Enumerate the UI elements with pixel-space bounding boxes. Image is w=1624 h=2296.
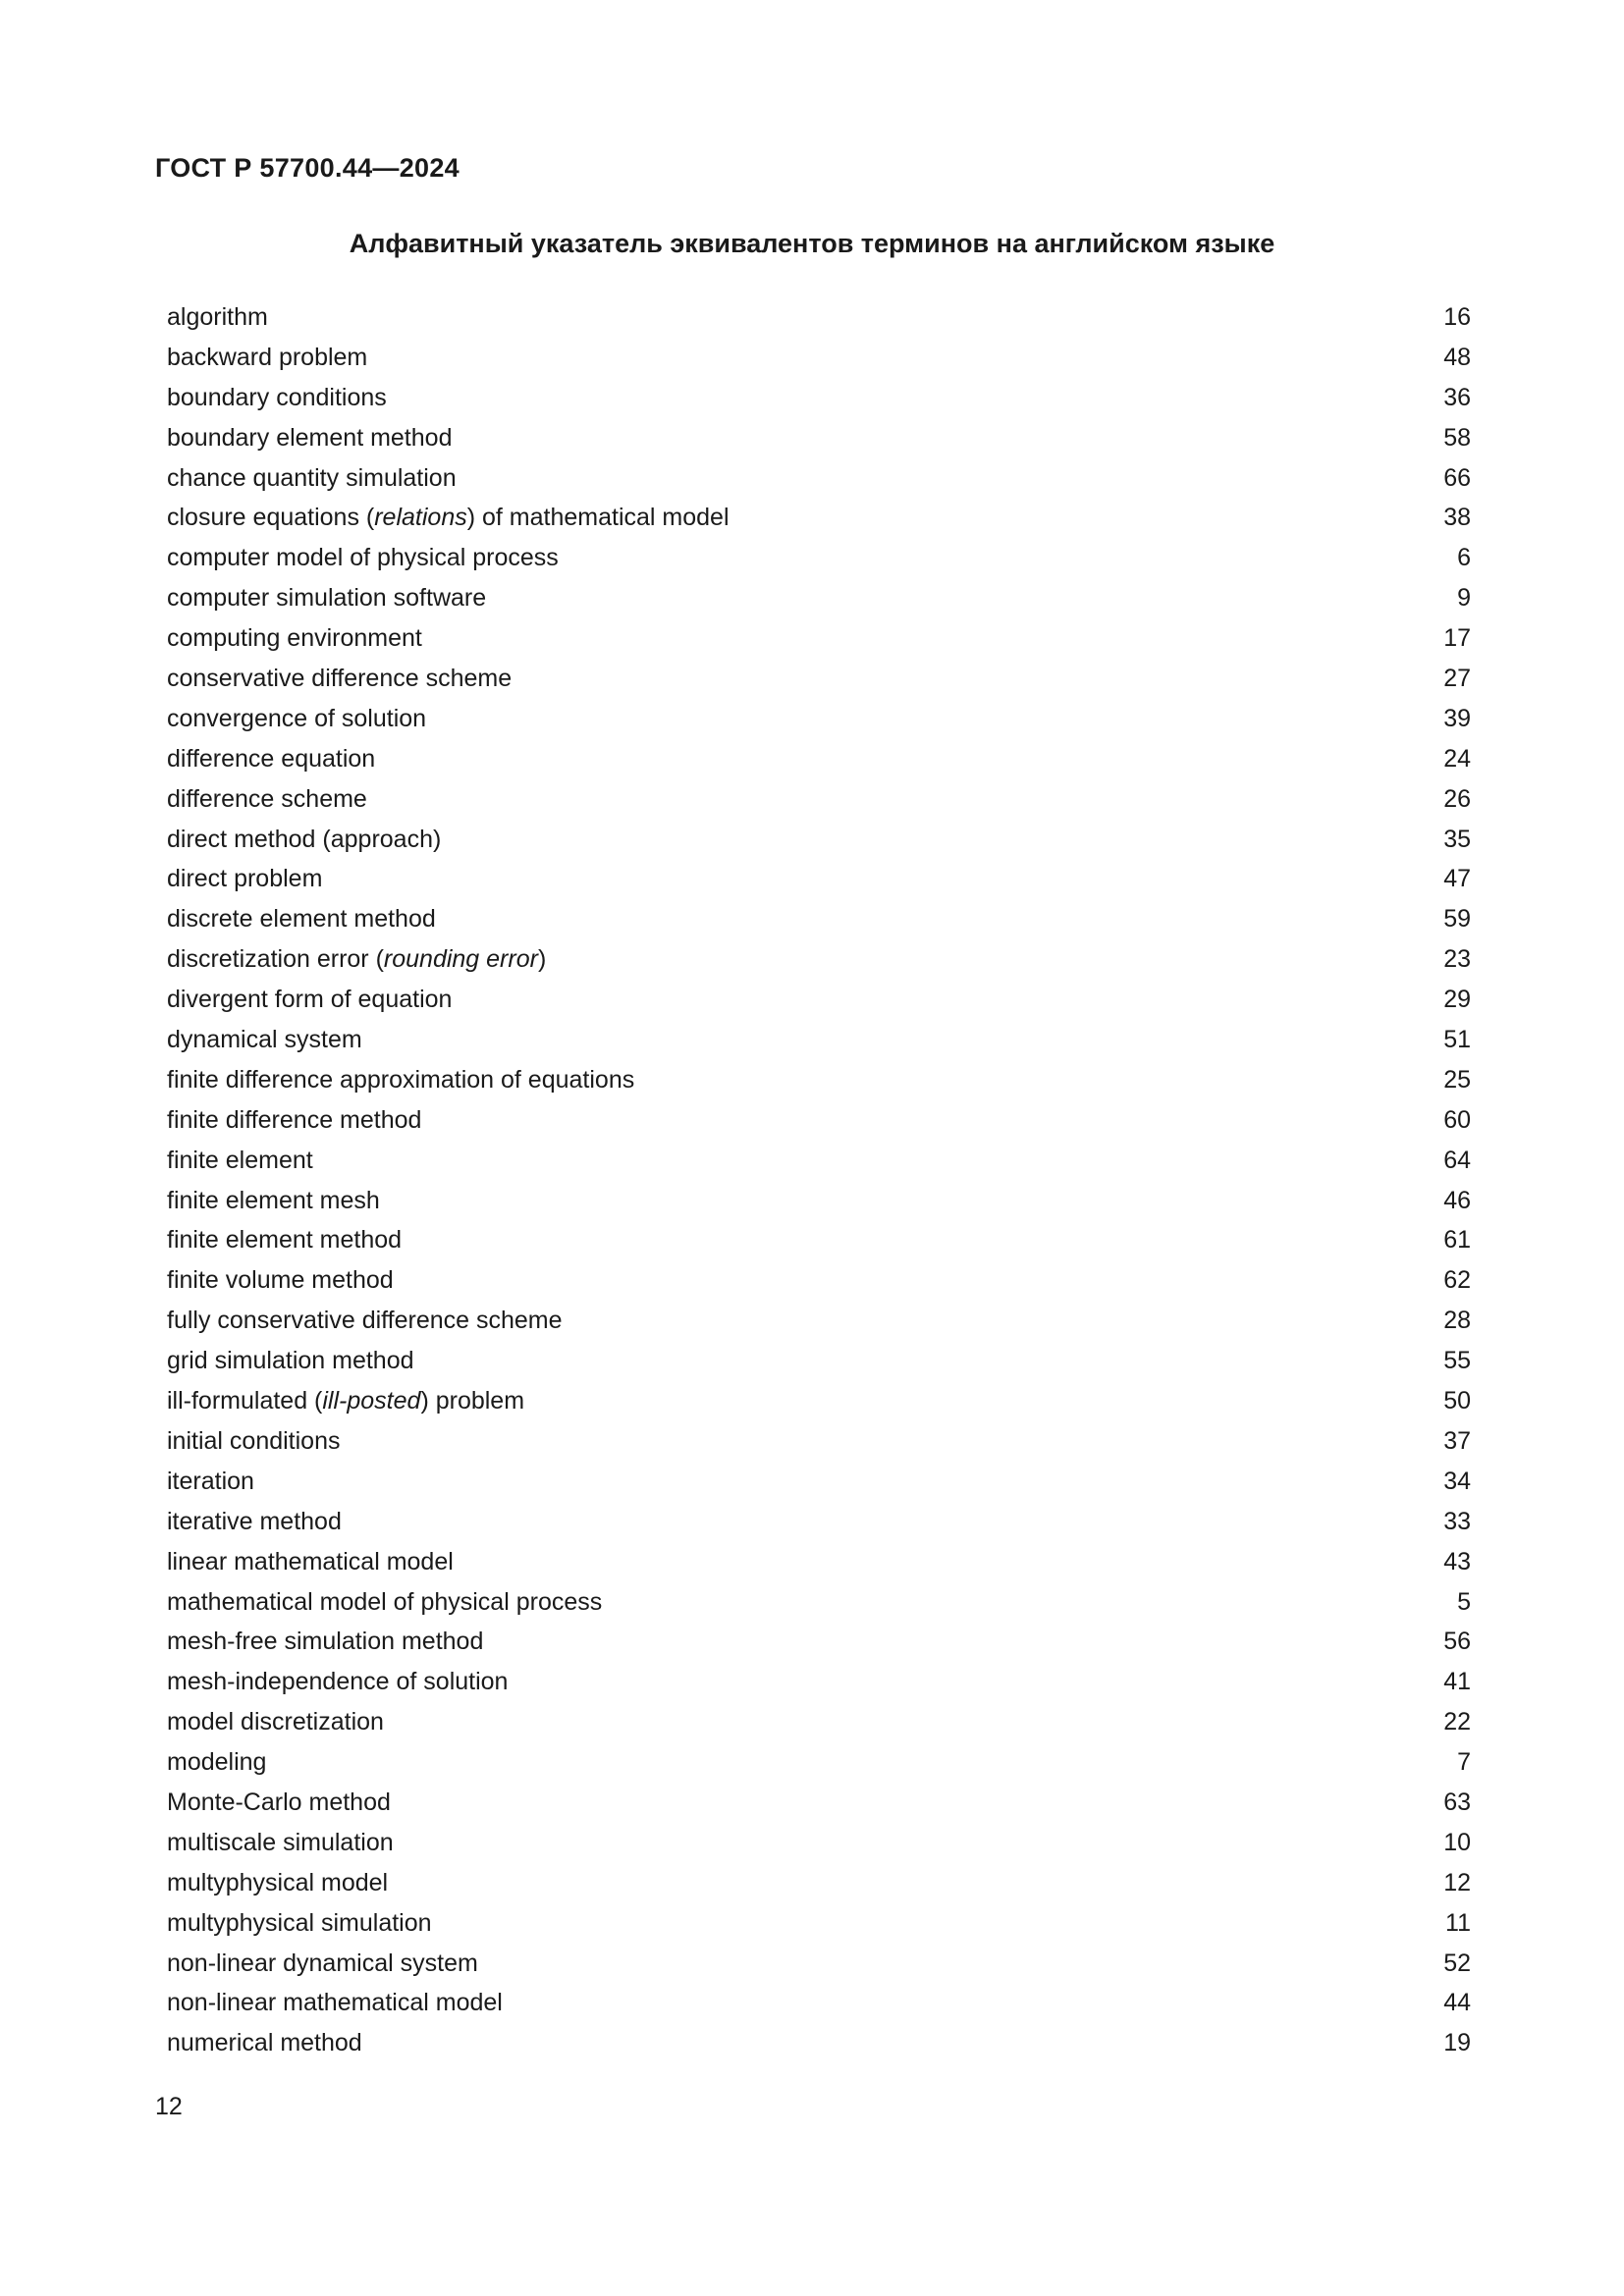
index-term-text: direct problem: [167, 865, 323, 893]
index-entry: [167, 1502, 1471, 1542]
index-term-text: divergent form of equation: [167, 986, 453, 1014]
index-term: [167, 739, 375, 778]
document-code: ГОСТ Р 57700.44—2024: [155, 153, 460, 183]
index-term-text: iterative method: [167, 1507, 342, 1535]
index-entry: [167, 1944, 1471, 1984]
index-entry: [167, 1983, 1471, 2023]
index-term-text: algorithm: [167, 303, 268, 331]
index-term-number: 19: [1443, 2029, 1471, 2057]
index-term-text: multyphysical model: [167, 1868, 389, 1896]
index-term-number: 38: [1443, 504, 1471, 532]
index-term: [167, 1421, 341, 1461]
index-term-text: direct method (approach): [167, 825, 442, 853]
index-entry: [167, 1582, 1471, 1623]
index-term-text: discretization error (: [167, 945, 384, 974]
index-term: [167, 1301, 563, 1340]
index-entry: [167, 458, 1471, 499]
index-term: [167, 538, 559, 577]
index-term: [167, 338, 367, 377]
index-entry: [167, 1702, 1471, 1742]
index-term-text: computing environment: [167, 624, 422, 653]
index-term-text-tail: ) of mathematical model: [466, 504, 730, 532]
index-entry: [167, 899, 1471, 939]
index-term-text: multyphysical simulation: [167, 1908, 432, 1937]
index-term: [167, 1622, 483, 1661]
index-term: [167, 1341, 414, 1380]
index-entry: [167, 1381, 1471, 1421]
index-term: [167, 378, 387, 417]
index-term-italic: relations: [374, 504, 467, 532]
index-term-number: 7: [1457, 1748, 1471, 1777]
index-term-italic: ill-posted: [322, 1387, 421, 1415]
index-term-number: 26: [1443, 784, 1471, 813]
index-term: [167, 939, 546, 979]
index-term-text: chance quantity simulation: [167, 463, 457, 492]
index-term-number: 27: [1443, 665, 1471, 693]
index-entry: [167, 338, 1471, 378]
index-term-text: iteration: [167, 1467, 254, 1495]
index-term: [167, 458, 457, 498]
index-term-text: Monte-Carlo method: [167, 1788, 391, 1816]
index-term-text: closure equations (: [167, 504, 375, 532]
index-term: [167, 1220, 402, 1259]
index-entry: [167, 1662, 1471, 1702]
index-term: [167, 1823, 394, 1862]
index-term-text: finite element: [167, 1146, 313, 1174]
index-entry: [167, 378, 1471, 418]
index-term-text-tail: ): [537, 945, 547, 974]
index-term: [167, 1060, 634, 1099]
index-entry: [167, 1100, 1471, 1141]
index-term-number: 5: [1457, 1587, 1471, 1616]
index-entry: [167, 2023, 1471, 2063]
index-term: [167, 1903, 432, 1943]
index-term-number: 51: [1443, 1026, 1471, 1054]
index-term: [167, 1783, 391, 1822]
index-entry: [167, 1462, 1471, 1502]
index-term-number: 28: [1443, 1307, 1471, 1335]
index-term: [167, 1181, 380, 1220]
index-term: [167, 1462, 254, 1501]
index-term-number: 6: [1457, 544, 1471, 572]
index-term: [167, 1020, 362, 1059]
index-entry: [167, 1903, 1471, 1944]
index-term-number: 48: [1443, 343, 1471, 371]
index-term: [167, 1381, 524, 1420]
index-term-number: 50: [1443, 1387, 1471, 1415]
index-term: [167, 899, 436, 938]
index-term-text: model discretization: [167, 1708, 384, 1736]
index-entry: [167, 418, 1471, 458]
index-term-number: 24: [1443, 744, 1471, 773]
index-term-number: 56: [1443, 1628, 1471, 1656]
index-term-text: modeling: [167, 1748, 267, 1777]
index-term-text: discrete element method: [167, 905, 436, 934]
index-term: [167, 1260, 394, 1300]
index-term-number: 11: [1445, 1908, 1471, 1937]
index-entry: [167, 1341, 1471, 1381]
index-term: [167, 1702, 384, 1741]
index-term: [167, 779, 367, 819]
index-entry: [167, 1863, 1471, 1903]
index-entry: [167, 498, 1471, 538]
index-term: [167, 699, 426, 738]
page-number: 12: [155, 2093, 183, 2120]
index-entry: [167, 297, 1471, 338]
index-term-number: 60: [1443, 1105, 1471, 1134]
index-term: [167, 820, 441, 859]
index-term: [167, 618, 422, 658]
index-term-text: fully conservative difference scheme: [167, 1307, 563, 1335]
index-entry: [167, 1742, 1471, 1783]
index-entry: [167, 939, 1471, 980]
index-term-text: grid simulation method: [167, 1347, 414, 1375]
index-entry: [167, 1542, 1471, 1582]
index-entry: [167, 699, 1471, 739]
index-term: [167, 1502, 342, 1541]
index-term: [167, 1983, 503, 2022]
index-term-number: 29: [1443, 986, 1471, 1014]
index-entry: [167, 1622, 1471, 1662]
index-term-text: mathematical model of physical process: [167, 1587, 603, 1616]
index-entry: [167, 980, 1471, 1020]
index-term-text: mesh-free simulation method: [167, 1628, 484, 1656]
index-term: [167, 1582, 602, 1622]
index-entry: [167, 1783, 1471, 1823]
index-term: [167, 1141, 313, 1180]
index-term-number: 10: [1443, 1828, 1471, 1856]
index-term-number: 33: [1443, 1507, 1471, 1535]
index-term-text: finite element mesh: [167, 1186, 380, 1214]
index-entry: [167, 1823, 1471, 1863]
index-term-text: finite difference approximation of equations: [167, 1065, 635, 1094]
index-term-number: 64: [1443, 1146, 1471, 1174]
index-title: Алфавитный указатель эквивалентов терминов на английском языке: [349, 229, 1275, 258]
index-term-text: numerical method: [167, 2029, 362, 2057]
index-term-text: convergence of solution: [167, 704, 427, 732]
index-term-text: computer model of physical process: [167, 544, 559, 572]
index-term-text: multiscale simulation: [167, 1828, 394, 1856]
index-term-number: 47: [1443, 865, 1471, 893]
index-term: [167, 1863, 388, 1902]
index-entry: [167, 1020, 1471, 1060]
index-term-number: 37: [1443, 1426, 1471, 1455]
index-term-text: mesh-independence of solution: [167, 1668, 509, 1696]
index-term: [167, 297, 268, 337]
index-term-number: 55: [1443, 1347, 1471, 1375]
index-entry: [167, 578, 1471, 618]
index-term-text: boundary element method: [167, 423, 453, 452]
index-term-text: finite volume method: [167, 1266, 394, 1295]
index-entry: [167, 1301, 1471, 1341]
index-term-text: linear mathematical model: [167, 1547, 454, 1575]
index-term-number: 9: [1457, 584, 1471, 613]
index-term-number: 44: [1443, 1989, 1471, 2017]
index-term-number: 41: [1443, 1668, 1471, 1696]
index-entry: [167, 659, 1471, 699]
index-term-number: 34: [1443, 1467, 1471, 1495]
index-entry: [167, 618, 1471, 659]
index-term-text: backward problem: [167, 343, 368, 371]
index-term: [167, 1542, 454, 1581]
index-entry: [167, 859, 1471, 899]
index-entry: [167, 1060, 1471, 1100]
index-term-text: dynamical system: [167, 1026, 362, 1054]
index-term: [167, 659, 512, 698]
index-term-text: computer simulation software: [167, 584, 487, 613]
index-term-text-tail: ) problem: [420, 1387, 525, 1415]
index-term-number: 17: [1443, 624, 1471, 653]
index-entry: [167, 1141, 1471, 1181]
index-term-text: ill-formulated (: [167, 1387, 323, 1415]
index-term-number: 59: [1443, 905, 1471, 934]
index-term-number: 43: [1443, 1547, 1471, 1575]
index-entry: [167, 779, 1471, 820]
index-term: [167, 2023, 362, 2062]
term-index-list: [167, 297, 1471, 2063]
index-entry: [167, 1260, 1471, 1301]
index-term: [167, 859, 322, 898]
index-term-text: finite difference method: [167, 1105, 422, 1134]
index-term-number: 52: [1443, 1949, 1471, 1977]
index-term-number: 58: [1443, 423, 1471, 452]
index-term-italic: rounding error: [383, 945, 538, 974]
index-term-text: conservative difference scheme: [167, 665, 513, 693]
index-term-number: 16: [1443, 303, 1471, 331]
index-term-text: initial conditions: [167, 1426, 341, 1455]
index-entry: [167, 1181, 1471, 1221]
index-term-number: 35: [1443, 825, 1471, 853]
index-entry: [167, 820, 1471, 860]
index-entry: [167, 739, 1471, 779]
index-term-number: 66: [1443, 463, 1471, 492]
index-term: [167, 418, 452, 457]
index-term: [167, 980, 452, 1019]
index-term: [167, 498, 730, 537]
index-entry: [167, 1421, 1471, 1462]
index-term: [167, 1662, 508, 1701]
index-term: [167, 1100, 421, 1140]
index-term-number: 25: [1443, 1065, 1471, 1094]
index-term-text: difference scheme: [167, 784, 367, 813]
index-term-number: 39: [1443, 704, 1471, 732]
index-term-number: 61: [1443, 1226, 1471, 1255]
index-term: [167, 1742, 266, 1782]
index-term-number: 22: [1443, 1708, 1471, 1736]
index-entry: [167, 1220, 1471, 1260]
index-term-text: difference equation: [167, 744, 376, 773]
index-term-number: 62: [1443, 1266, 1471, 1295]
index-term-number: 46: [1443, 1186, 1471, 1214]
index-term-text: finite element method: [167, 1226, 403, 1255]
index-entry: [167, 538, 1471, 578]
index-term-number: 63: [1443, 1788, 1471, 1816]
index-term-number: 23: [1443, 945, 1471, 974]
index-term-number: 12: [1443, 1868, 1471, 1896]
index-term-text: boundary conditions: [167, 383, 387, 411]
index-term: [167, 578, 486, 617]
index-term-text: non-linear dynamical system: [167, 1949, 478, 1977]
index-term-text: non-linear mathematical model: [167, 1989, 503, 2017]
index-term: [167, 1944, 478, 1983]
index-term-number: 36: [1443, 383, 1471, 411]
